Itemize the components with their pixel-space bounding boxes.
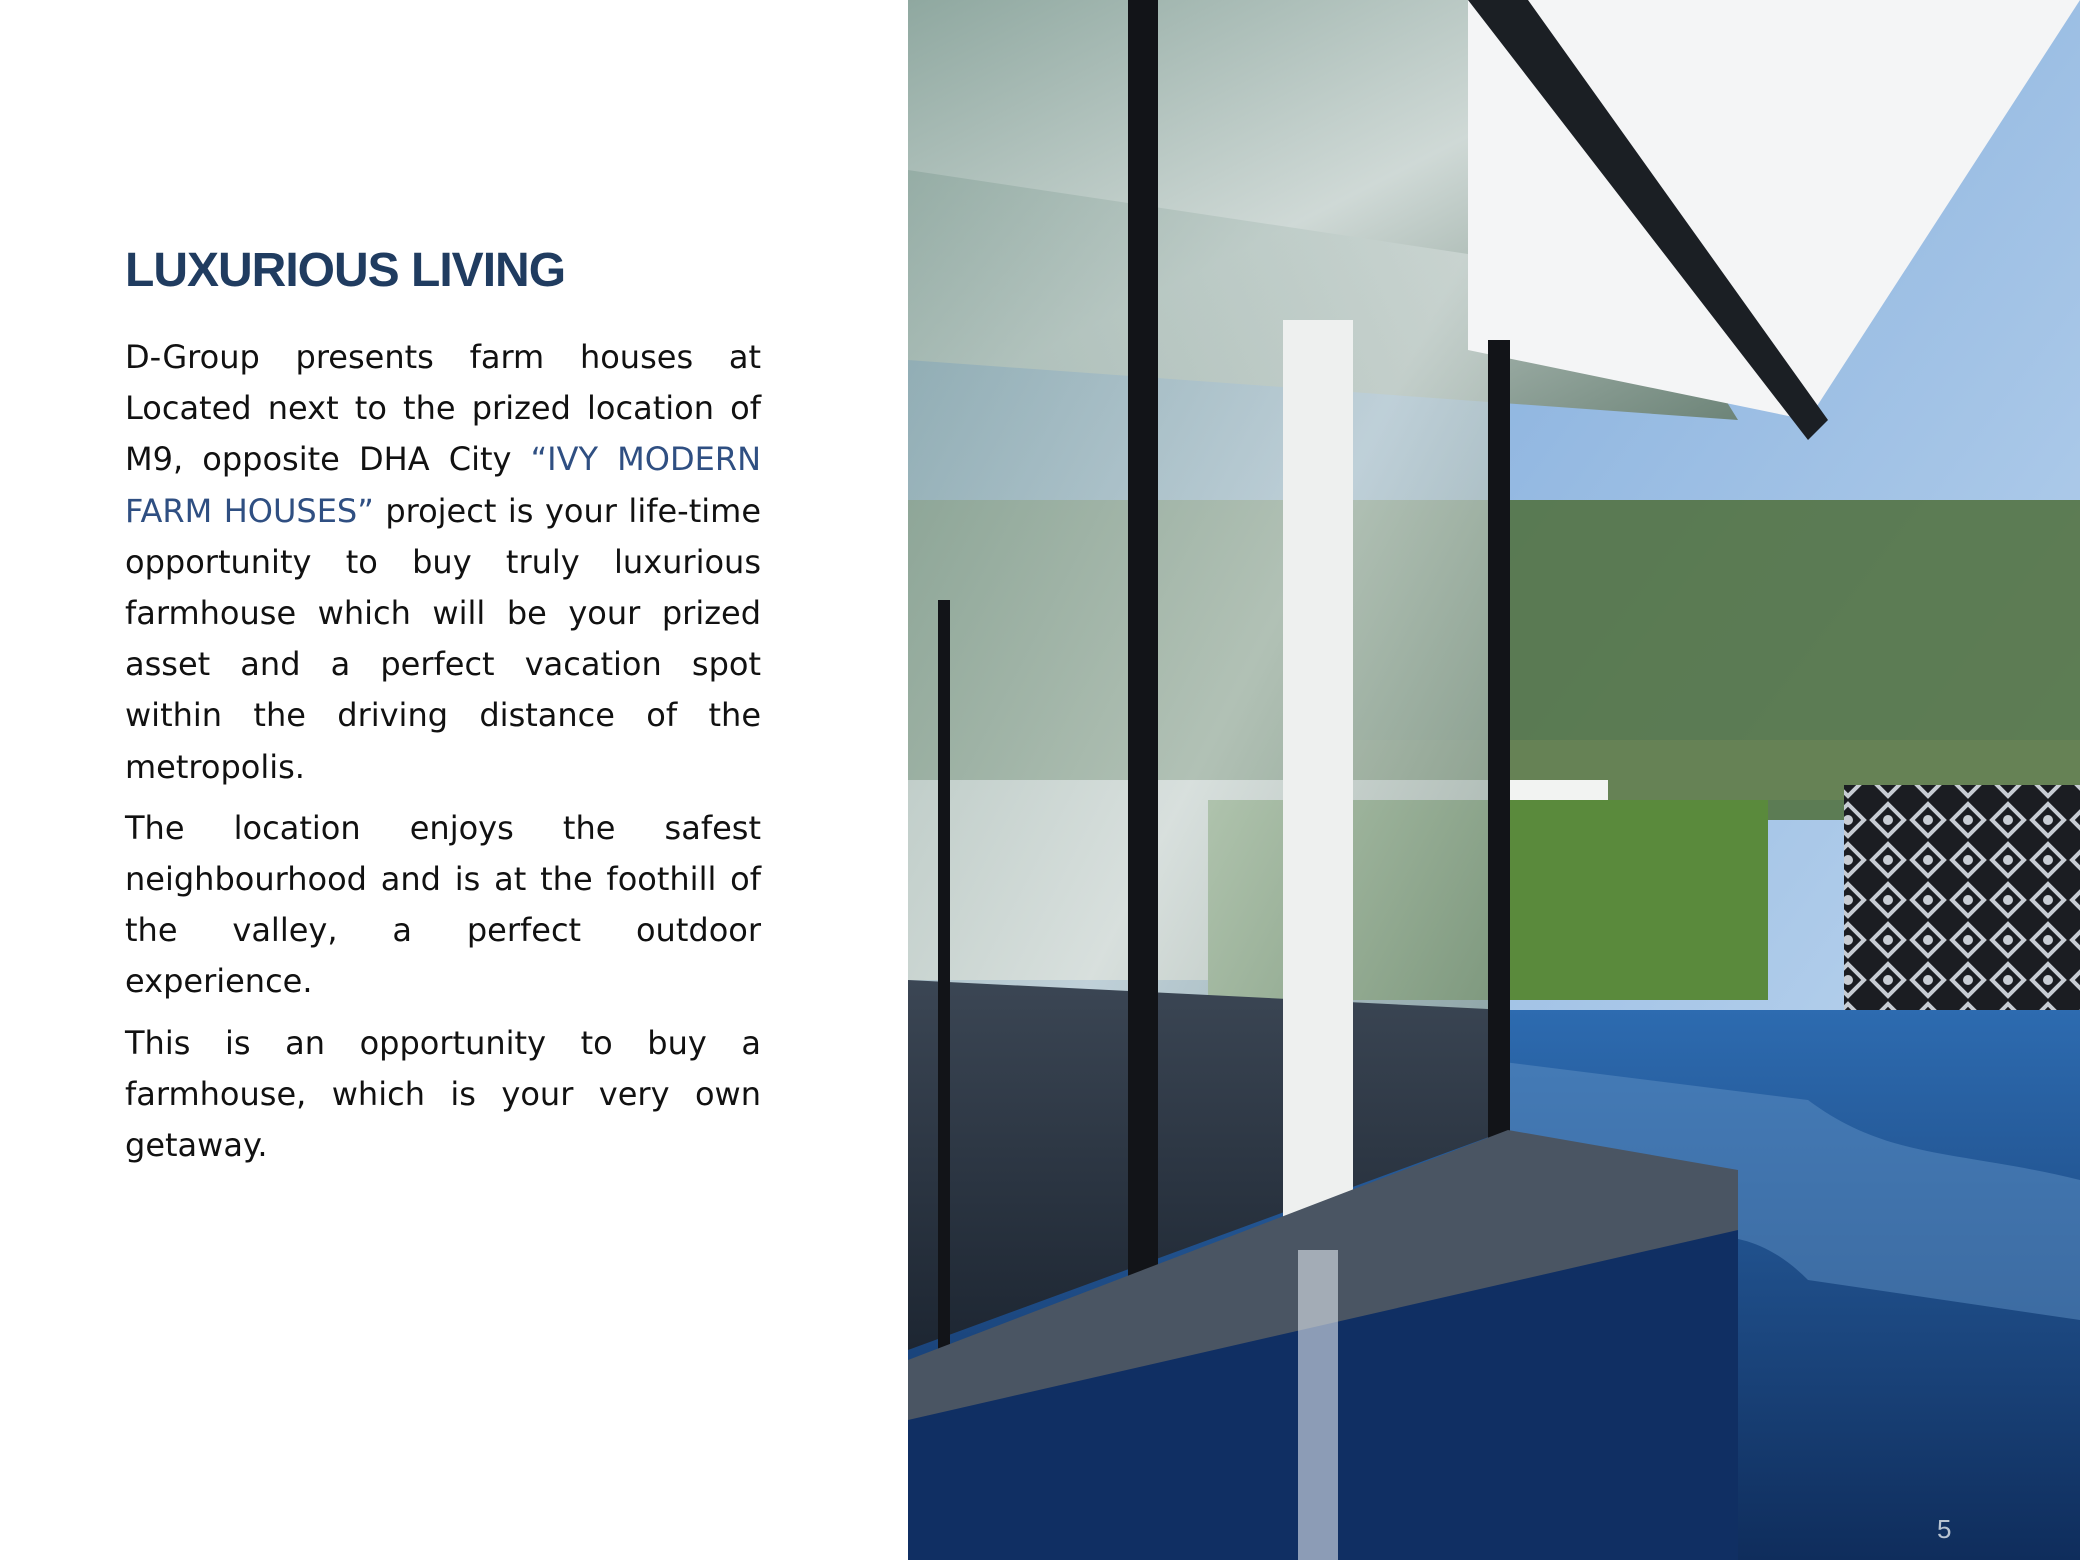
window-frame-right [1488,340,1510,1200]
text-column [0,0,908,1560]
page-title: LUXURIOUS LIVING [125,244,566,297]
paragraph-opportunity: This is an opportunity to buy a farmhouse, which is your very own getaway. [125,1023,761,1165]
paragraph-intro [125,332,761,793]
photo-illustration [908,0,2080,1560]
intro-text: D-Group presents farm houses at Located next to the prized location of M9, opposite DHA City [125,338,761,479]
window-frame-main [1128,0,1158,1290]
body-text [125,332,761,1181]
intro-text-continued: project is your life-time opportunity to buy truly luxurious farmhouse which will be your prized asset and a perfect vacation spot within the driving distance of the metropolis. [125,491,762,786]
house-pool-photo [908,0,2080,1560]
page-number: 5 [1937,1514,1952,1544]
decorative-screen [1844,785,2080,1045]
white-column [1283,320,1353,1250]
column-reflection [1298,1250,1338,1560]
paragraph-location: The location enjoys the safest neighbourhood and is at the foothill of the valley, a perfect outdoor experience. [125,808,761,1001]
project-name-highlight: “IVY MODERN FARM HOUSES” [125,440,762,530]
